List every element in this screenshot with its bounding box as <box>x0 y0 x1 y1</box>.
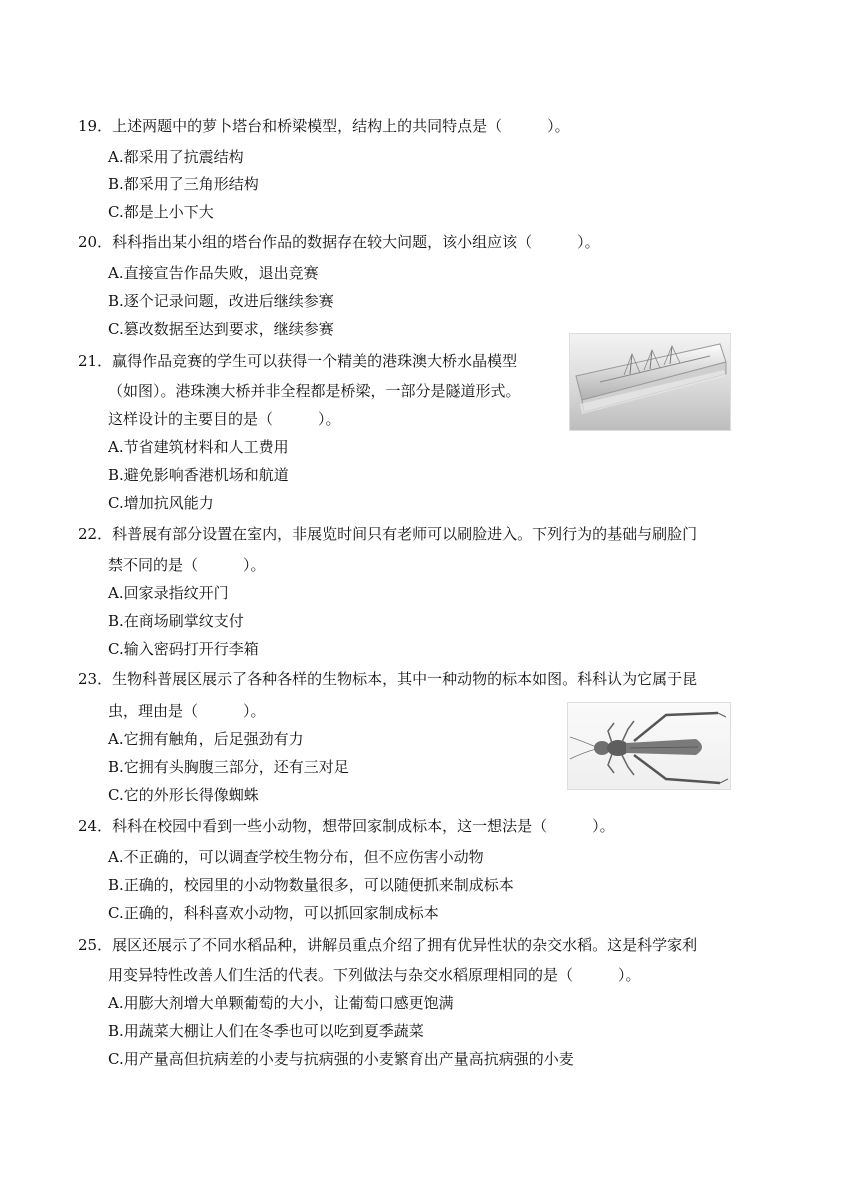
insect-specimen-figure <box>567 702 731 790</box>
question-25 <box>78 935 697 955</box>
question-text: 展区还展示了不同水稻品种，讲解员重点介绍了拥有优异性状的杂交水稻。这是科学家利 <box>112 936 698 954</box>
bridge-model-image <box>570 334 730 430</box>
option-a[interactable]: A.它拥有触角，后足强劲有力 <box>108 730 304 748</box>
option-b[interactable]: B.在商场刷掌纹支付 <box>108 612 244 630</box>
option-c[interactable]: C.用产量高但抗病差的小麦与抗病强的小麦繁育出产量高抗病强的小麦 <box>108 1050 574 1068</box>
question-text-continued: 禁不同的是（ ）。 <box>108 556 266 574</box>
question-22 <box>78 524 697 544</box>
question-number: 21． <box>78 352 113 370</box>
bridge-model-figure <box>569 333 731 431</box>
question-number: 19． <box>78 117 113 135</box>
option-b[interactable]: B.它拥有头胸腹三部分，还有三对足 <box>108 758 349 776</box>
question-24 <box>78 816 615 836</box>
question-text: 科科指出某小组的塔台作品的数据存在较大问题，该小组应该（ ）。 <box>112 233 600 251</box>
option-b[interactable]: B.用蔬菜大棚让人们在冬季也可以吃到夏季蔬菜 <box>108 1022 424 1040</box>
option-b[interactable]: B.逐个记录问题，改进后继续参赛 <box>108 292 334 310</box>
option-b[interactable]: B.避免影响香港机场和航道 <box>108 466 289 484</box>
option-c[interactable]: C.它的外形长得像蜘蛛 <box>108 786 259 804</box>
option-a[interactable]: A.不正确的，可以调查学校生物分布，但不应伤害小动物 <box>108 848 484 866</box>
option-a[interactable]: A.都采用了抗震结构 <box>108 148 244 166</box>
question-number: 23． <box>78 670 113 688</box>
question-20 <box>78 232 600 252</box>
question-text-continued: 用变异特性改善人们生活的代表。下列做法与杂交水稻原理相同的是（ ）。 <box>108 966 641 984</box>
question-text: 生物科普展区展示了各种各样的生物标本，其中一种动物的标本如图。科科认为它属于昆 <box>112 670 698 688</box>
grasshopper-image <box>568 703 730 789</box>
question-number: 24． <box>78 817 113 835</box>
option-a[interactable]: A.用膨大剂增大单颗葡萄的大小，让葡萄口感更饱满 <box>108 994 454 1012</box>
question-number: 22． <box>78 525 113 543</box>
option-a[interactable]: A.节省建筑材料和人工费用 <box>108 438 289 456</box>
option-a[interactable]: A.直接宣告作品失败，退出竞赛 <box>108 264 319 282</box>
option-b[interactable]: B.都采用了三角形结构 <box>108 175 259 193</box>
question-19 <box>78 116 570 136</box>
option-b[interactable]: B.正确的，校园里的小动物数量很多，可以随便抓来制成标本 <box>108 876 514 894</box>
option-a[interactable]: A.回家录指纹开门 <box>108 584 229 602</box>
question-text-continued: 虫，理由是（ ）。 <box>108 702 266 720</box>
option-c[interactable]: C.增加抗风能力 <box>108 494 214 512</box>
option-c[interactable]: C.都是上小下大 <box>108 203 214 221</box>
option-c[interactable]: C.正确的，科科喜欢小动物，可以抓回家制成标本 <box>108 904 439 922</box>
question-text: 科科在校园中看到一些小动物，想带回家制成标本，这一想法是（ ）。 <box>112 817 615 835</box>
question-number: 20． <box>78 233 113 251</box>
option-c[interactable]: C.输入密码打开行李箱 <box>108 640 259 658</box>
option-c[interactable]: C.篡改数据至达到要求，继续参赛 <box>108 320 334 338</box>
question-number: 25． <box>78 936 113 954</box>
question-text-continued: （如图）。港珠澳大桥并非全程都是桥梁，一部分是隧道形式。 <box>108 382 521 400</box>
question-23 <box>78 669 697 689</box>
question-text-continued: 这样设计的主要目的是（ ）。 <box>108 410 341 428</box>
question-text: 上述两题中的萝卜塔台和桥梁模型，结构上的共同特点是（ ）。 <box>112 117 570 135</box>
question-text: 科普展有部分设置在室内，非展览时间只有老师可以刷脸进入。下列行为的基础与刷脸门 <box>112 525 698 543</box>
question-text: 赢得作品竞赛的学生可以获得一个精美的港珠澳大桥水晶模型 <box>112 352 518 370</box>
question-21 <box>78 351 517 371</box>
